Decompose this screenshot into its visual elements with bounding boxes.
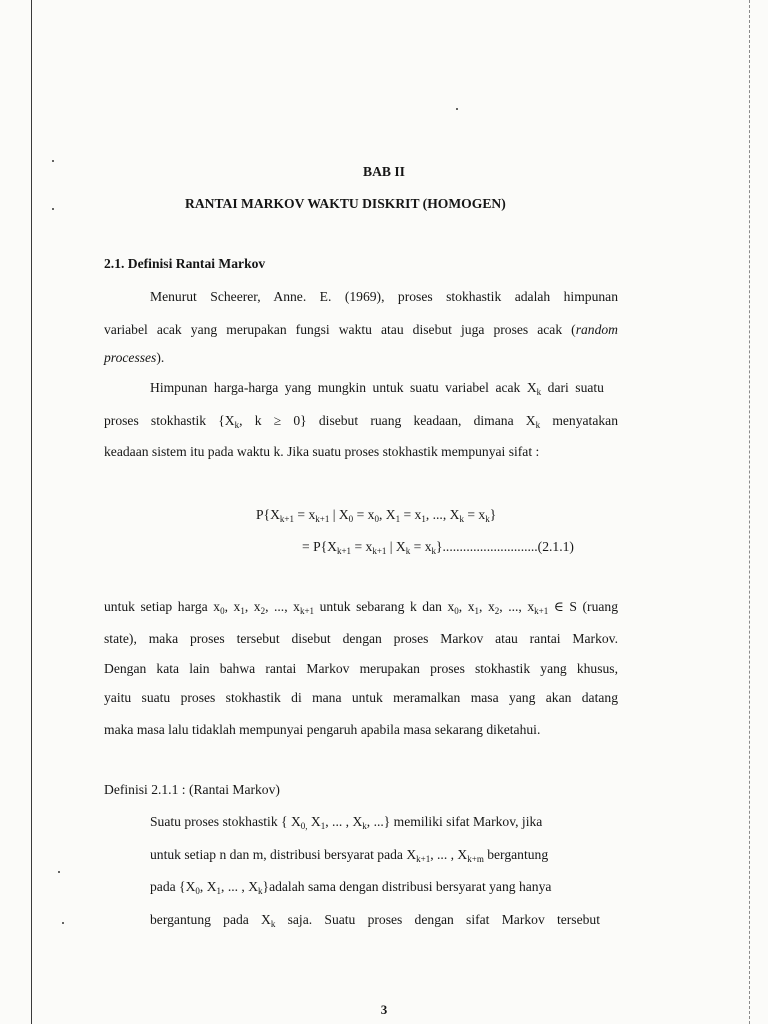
equation-line: = $P\{X_{k+1} = x_{k+1}$ | $X_k = x_k\}............................(2.1.1)$ (302, 539, 574, 556)
definition-line: untuk setiap n dan m, distribusi bersyarat pada $X_{k+1}$, ... , $X_{k+m}$ bergantung (150, 847, 549, 864)
scan-speck (58, 871, 60, 873)
paragraph-line: maka masa lalu tidaklah mempunyai pengaruh apabila masa sekarang diketahui. (104, 722, 541, 737)
paragraph-line: Himpunan harga-harga yang mungkin untuk suatu variabel acak $X_k$ dari suatu (150, 380, 604, 397)
scan-speck (52, 160, 54, 162)
definition-heading: Definisi 2.1.1 : (Rantai Markov) (104, 782, 280, 797)
definition-line: pada {$X_0$, $X_1$, ... , $X_k\}adalah$ sama dengan distribusi bersyarat yang hanya (150, 879, 552, 896)
section-heading: 2.1. Definisi Rantai Markov (104, 256, 266, 271)
definition-line: Suatu proses stokhastik { $X_{0,}$ $X_1$, ... , $X_k$, ...} memiliki sifat Markov, jika (150, 814, 543, 831)
paragraph-line: proses stokhastik {$X_k$, k ≥ 0} disebut ruang keadaan, dimana $X_k$ menyatakan (104, 413, 618, 430)
chapter-title: RANTAI MARKOV WAKTU DISKRIT (HOMOGEN) (185, 196, 506, 211)
paragraph-line: Menurut Scheerer, Anne. E. (1969), proses stokhastik adalah himpunan (150, 289, 618, 304)
paragraph-line: Dengan kata lain bahwa rantai Markov merupakan proses stokhastik yang khusus, (104, 661, 618, 676)
scan-speck (62, 922, 64, 924)
paragraph-line: keadaan sistem itu pada waktu k. Jika suatu proses stokhastik mempunyai sifat : (104, 444, 540, 459)
definition-line: bergantung pada $X_k$ saja. Suatu proses dengan sifat Markov tersebut (150, 912, 601, 929)
scan-speck (456, 108, 458, 110)
page-number: 3 (380, 1002, 388, 1017)
paragraph-line: processes). (104, 350, 165, 365)
paragraph-line: variabel acak yang merupakan fungsi waktu atau disebut juga proses acak (random (104, 322, 618, 337)
scan-speck (52, 208, 54, 210)
paragraph-line: state), maka proses tersebut disebut dengan proses Markov atau rantai Markov. (104, 631, 618, 646)
scan-border-left (31, 0, 32, 1024)
paragraph-line: untuk setiap harga $x_0$, $x_1$, $x_2$, ..., $x_{k+1}$ untuk sebarang k dan $x_0$, $x_1$, $x_2$, ..., $x_{k+1}$ ∈ S (ruang (104, 599, 618, 616)
paragraph-line: yaitu suatu proses stokhastik di mana untuk meramalkan masa yang akan datang (104, 690, 618, 705)
scan-border-right (749, 0, 750, 1024)
equation-line: $P\{X_{k+1} = x_{k+1}$ | $X_0 = x_0$, $X_1 = x_1$, ..., $X_k = x_k$} (256, 507, 497, 524)
chapter-heading: BAB II (363, 164, 405, 179)
